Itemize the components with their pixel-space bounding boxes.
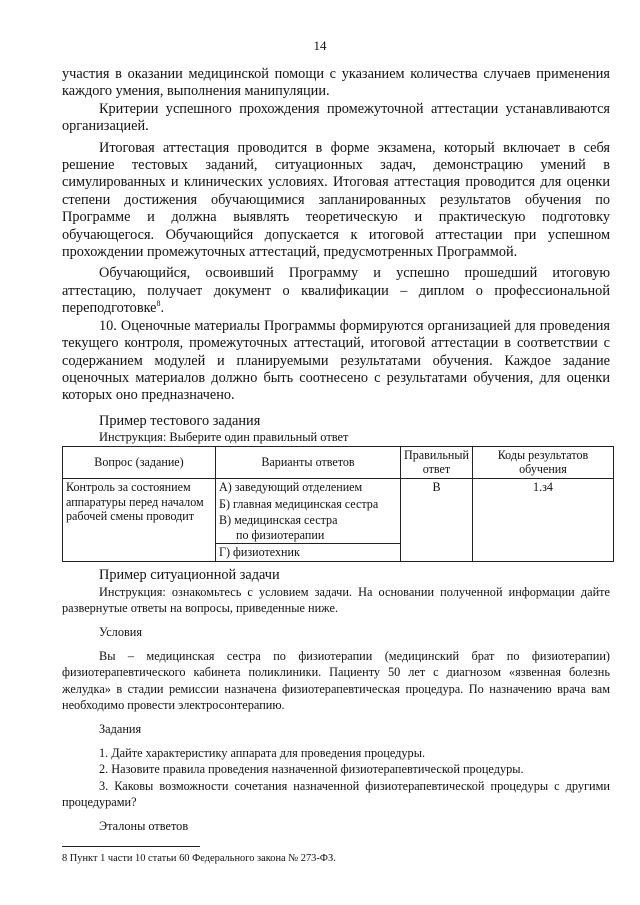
table-row [63, 478, 614, 561]
page-body [62, 66, 610, 835]
cell-question: Контроль за состоянием аппаратуры перед началом рабочей смены проводит [63, 478, 216, 561]
cell-correct: В [401, 478, 473, 561]
paragraph-criteria: Критерии успешного прохождения промежуточной аттестации устанавливаются организацией. [62, 100, 610, 135]
paragraph-diploma-end: . [160, 300, 165, 317]
test-example-instruction: Инструкция: Выберите один правильный ответ [99, 429, 349, 444]
footnote-ref: 8 [156, 299, 161, 309]
cell-code: 1.з4 [472, 478, 613, 561]
test-example-table [62, 446, 614, 562]
option-c: В) медицинская сестра [219, 513, 338, 528]
option-c-cont: по физиотерапии [236, 527, 325, 542]
answers-label: Эталоны ответов [99, 819, 189, 833]
header-question: Вопрос (задание) [63, 446, 216, 478]
task-item-2: 2. Назовите правила проведения назначенной физиотерапевтической процедуры. [99, 762, 524, 777]
option-d: Г) физиотехник [216, 543, 400, 561]
task-item-3: 3. Каковы возможности сочетания назначенной физиотерапевтической процедуры с другими процедурами? [62, 778, 610, 810]
paragraph-final-attestation: Итоговая аттестация проводится в форме экзамена, который включает в себя решение тестовых заданий, ситуационных задач, демонстрацию умений в симулированных и клинических условиях. Итоговая аттестация проводится для оценки степени достижения обучающимися запланированных результатов обучения по Программе и должна выявлять теоретическую и практическую подготовку обучающегося. Обучающийся допускается к итоговой аттестации при успешном прохождении промежуточных аттестаций, предусмотренных Программой. [62, 139, 610, 261]
table-header-row [63, 446, 614, 478]
header-options: Варианты ответов [216, 446, 401, 478]
paragraph-diploma-text: Обучающийся, освоивший Программу и успешно прошедший итоговую аттестацию, получает документ о квалификации – диплом о профессиональной переподготовке [62, 265, 610, 317]
situational-heading: Пример ситуационной задачи [99, 566, 280, 583]
paragraph-assessment-materials: 10. Оценочные материалы Программы формируются организацией для проведения текущего контроля, промежуточных аттестаций, итоговой аттестации в соответствии с содержанием модулей и планируемыми результатами обучения. Каждое задание оценочных материалов должно быть соотнесено с результатами обучения, для оценки которых оно предназначено. [62, 317, 610, 404]
option-a: А) заведующий отделением [219, 479, 363, 494]
situational-instruction: Инструкция: ознакомьтесь с условием задачи. На основании полученной информации дайте развернутые ответы на вопросы, приведенные ниже. [62, 584, 610, 616]
task-item-1: 1. Дайте характеристику аппарата для проведения процедуры. [99, 745, 426, 760]
header-correct: Правильный ответ [401, 446, 473, 478]
test-example-heading: Пример тестового задания [99, 412, 261, 429]
conditions-text: Вы – медицинская сестра по физиотерапии (медицинский брат по физиотерапии) физиотерапевтического кабинета поликлиники. Пациенту 50 лет с диагнозом «язвенная болезнь желудка» в стадии ремиссии назначена физиотерапевтическая процедура. По назначению врача вам необходимо провести электросонтерапию. [62, 648, 610, 713]
conditions-label: Условия [99, 625, 143, 640]
cell-options [216, 478, 401, 561]
option-b: Б) главная медицинская сестра [219, 496, 379, 511]
page-number: 14 [313, 38, 327, 53]
paragraph-continuation: участия в оказании медицинской помощи с указанием количества случаев применения каждого умения, выполнения манипуляции. [62, 66, 610, 100]
tasks-label: Задания [99, 722, 142, 737]
footnote-separator [62, 846, 200, 847]
footnote: 8 Пункт 1 части 10 статьи 60 Федерального закона № 273-ФЗ. [62, 853, 336, 864]
header-codes: Коды результатов обучения [472, 446, 613, 478]
paragraph-diploma [62, 265, 610, 317]
